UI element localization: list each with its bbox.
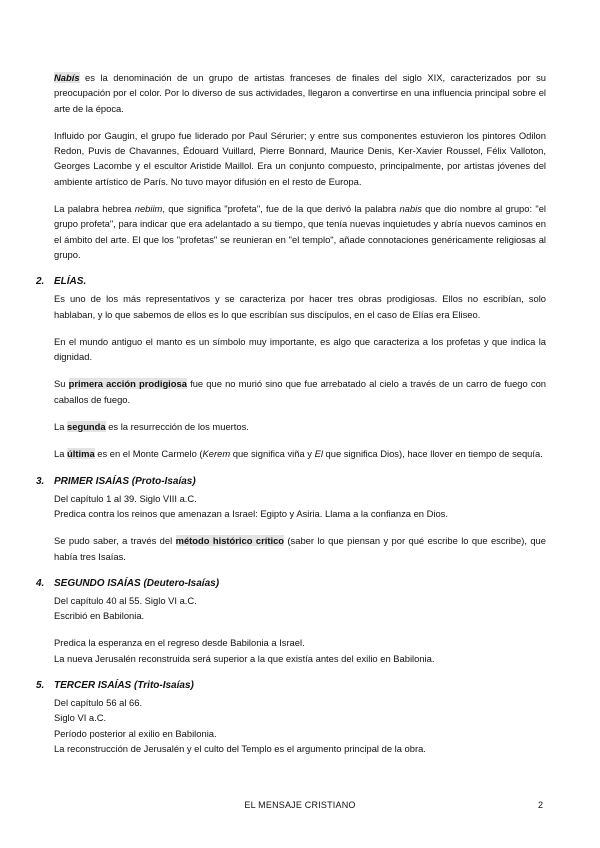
footer-title: EL MENSAJE CRISTIANO: [244, 800, 356, 810]
section-number: 4.: [36, 577, 45, 589]
intro-paragraph-2: Influido por Gaugin, el grupo fue liderado por Paul Sérurier; y entre sus componentes estuvieron los pintores Odilon Redon, Puvis de Chavannes, Édouard Vuillard, Pierre Bonnard, Maurice Denis, Ker-Xavier Roussel, Félix Valloton, Georges Lacombe y el escultor Aristide Maillol. Era un conjunto compuesto, principalmente, por artistas jóvenes del ambiente artístico de París. No tuvo mayor difusión en el resto de Europa.: [54, 129, 546, 187]
highlighted-term: método histórico crítico: [175, 535, 285, 547]
section-heading-primer-isaias: [36, 474, 546, 489]
section-heading-tercer-isaias: [36, 678, 546, 693]
section-heading-segundo-isaias: [36, 576, 546, 591]
segundo-isaias-line-2: Escribió en Babilonia.: [54, 610, 145, 622]
highlighted-term: última: [67, 448, 95, 460]
page-number: 2: [538, 800, 544, 810]
elias-paragraph-1: Es uno de los más representativos y se caracteriza por hacer tres obras prodigiosas. Ellos no escribían, solo hablaban, y lo que sabemos de ellos es lo que escribían sus discípulos, en el caso de Elías era Eliseo.: [54, 293, 546, 320]
section-title: ELÍAS.: [54, 276, 87, 288]
highlighted-term: segunda: [67, 421, 106, 433]
elias-paragraph-5: La última es en el Monte Carmelo (Kerem que significa viña y El que significa Dios), hace llover en tiempo de sequía.: [54, 448, 543, 460]
elias-paragraph-2: En el mundo antiguo el manto es un símbolo muy importante, es algo que caracteriza a los profetas y que indica la dignidad.: [54, 335, 546, 363]
tercer-isaias-line-2: Siglo VI a.C.: [54, 712, 107, 724]
tercer-isaias-line-4: La reconstrucción de Jerusalén y el culto del Templo es el argumento principal de la obra.: [54, 742, 426, 754]
intro-paragraph-3: La palabra hebrea nebiim, que significa "profeta", fue de la que derivó la palabra nabis que dio nombre al grupo: "el grupo profeta", para indicar que era adelantado a su tiempo, que tenía nuevas inquietudes y abría nuevos caminos en el ámbito del arte. El que los "profetas" se reunieran en "el templo", añade connotaciones genéricamente religiosas al grupo.: [54, 203, 546, 260]
segundo-isaias-line-4: La nueva Jerusalén reconstruida será superior a la que existía antes del exilio en Babilonia.: [54, 652, 435, 664]
highlighted-term: primera acción prodigiosa: [68, 378, 187, 390]
section-number: 2.: [36, 276, 45, 288]
section-title: TERCER ISAÍAS (Trito-Isaías): [54, 680, 194, 692]
section-heading-elias: [36, 274, 546, 289]
segundo-isaias-line-3: Predica la esperanza en el regreso desde Babilonia a Israel.: [54, 637, 305, 649]
section-number: 3.: [36, 475, 45, 487]
tercer-isaias-line-3: Período posterior al exilio en Babilonia.: [54, 727, 217, 739]
section-title: SEGUNDO ISAÍAS (Deutero-Isaías): [54, 577, 220, 589]
primer-isaias-paragraph: Se pudo saber, a través del método histórico crítico (saber lo que piensan y por qué escribe lo que escribe), que había tres Isaías.: [54, 535, 546, 562]
section-number: 5.: [36, 680, 45, 692]
section-title: PRIMER ISAÍAS (Proto-Isaías): [54, 475, 196, 487]
page-content: [36, 70, 546, 756]
highlighted-term: Nabís: [54, 72, 80, 83]
primer-isaias-line-2: Predica contra los reinos que amenazan a Israel: Egipto y Asiria. Llama a la confianza en Dios.: [54, 507, 448, 519]
elias-paragraph-3: Su primera acción prodigiosa fue que no murió sino que fue arrebatado al cielo a través de un carro de fuego con caballos de fuego.: [54, 378, 546, 405]
elias-paragraph-4: La segunda es la resurrección de los muertos.: [54, 421, 249, 433]
tercer-isaias-line-1: Del capítulo 56 al 66.: [54, 697, 143, 709]
primer-isaias-line-1: Del capítulo 1 al 39. Siglo VIII a.C.: [54, 492, 197, 504]
segundo-isaias-line-1: Del capítulo 40 al 55. Siglo VI a.C.: [54, 594, 197, 606]
intro-paragraph-1: Nabís es la denominación de un grupo de artistas franceses de finales del siglo XIX, caracterizados por su preocupación por el color. Por lo diverso de sus actividades, llegaron a convertirse en una influencia principal sobre el arte de la época.: [54, 72, 546, 114]
